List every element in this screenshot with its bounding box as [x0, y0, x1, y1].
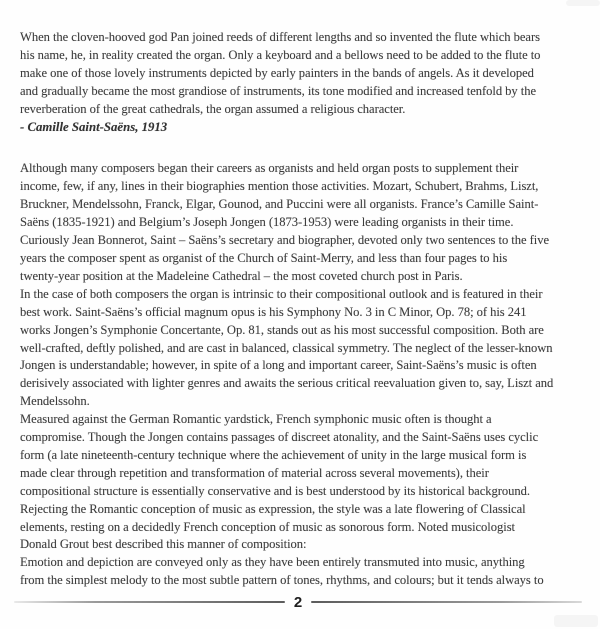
footer-rule-right	[311, 601, 582, 603]
body-text-line: years the composer spent as organist of the Church of Saint-Merry, and less than four pages to his	[20, 250, 508, 265]
body-text-line: works Jongen’s Symphonie Concertante, Op. 81, stands out as his most successful composition. Both are	[20, 322, 544, 337]
page-number: 2	[293, 593, 303, 611]
body-text-line: best work. Saint-Saëns’s official magnum opus is his Symphony No. 3 in C Minor, Op. 78; of his 241	[20, 304, 527, 319]
epigraph-line: his name, he, in reality created the organ. Only a keyboard and a bellows need to be added to the flute to	[20, 47, 541, 62]
body-text-line: Measured against the German Romantic yardstick, French symphonic music often is thought a	[20, 412, 492, 427]
body-text-line: Saëns (1835-1921) and Belgium’s Joseph Jongen (1873-1953) were leading organists in their time.	[20, 215, 514, 230]
body-text-line: well-crafted, deftly polished, and are cast in balanced, classical symmetry. The neglect of the lesser-known	[20, 340, 553, 355]
body-text-line: Mendelssohn.	[20, 394, 90, 409]
epigraph-line: and gradually became the most grandiose of instruments, its tone modified and increased tenfold by the	[20, 83, 536, 98]
epigraph-line: When the cloven-hooved god Pan joined reeds of different lengths and so invented the flute which bears	[20, 30, 540, 44]
scan-artifact-top	[566, 0, 600, 6]
scan-artifact-bottom	[554, 615, 598, 627]
body-text-line: In the case of both composers the organ is intrinsic to their compositional outlook and is featured in their	[20, 286, 543, 301]
body-text-line: made clear through repetition and transformation of material across several movements), their	[20, 465, 489, 480]
body-text-line: Bruckner, Mendelssohn, Franck, Elgar, Gounod, and Puccini were all organists. France’s Camille Saint-	[20, 197, 539, 212]
body-text-line: compromise. Though the Jongen contains passages of discreet atonality, and the Saint-Saëns uses cyclic	[20, 430, 539, 445]
body-text-line: twenty-year position at the Madeleine Cathedral – the most coveted church post in Paris.	[20, 268, 463, 283]
epigraph-line: make one of those lovely instruments depicted by early painters in the bands of angels. As it developed	[20, 65, 534, 80]
page-footer	[0, 592, 600, 612]
body-text-line: Jongen is understandable; however, in spite of a long and important career, Saint-Saëns’s music is often	[20, 358, 537, 373]
body-text-line: Donald Grout best described this manner of composition:	[20, 537, 307, 552]
liner-notes-paragraphs	[20, 160, 586, 590]
epigraph-attribution: - Camille Saint-Saëns, 1913	[20, 119, 168, 134]
body-text-line: Emotion and depiction are conveyed only as they have been entirely transmuted into music, anything	[20, 555, 525, 570]
body-text-line: from the simplest melody to the most subtle pattern of tones, rhythms, and colours; but it tends always to	[20, 573, 544, 588]
body-text-line: compositional structure is essentially conservative and is best understood by its historical background.	[20, 483, 530, 498]
body-text-line: Although many composers began their careers as organists and held organ posts to supplement their	[20, 161, 519, 176]
body-text-line: Rejecting the Romantic conception of music as expression, the style was a late flowering of Classical	[20, 501, 526, 516]
body-text-line: elements, resting on a decidedly French conception of music as sonorous form. Noted musicologist	[20, 519, 515, 534]
body-text-line: Curiously Jean Bonnerot, Saint – Saëns’s secretary and biographer, devoted only two sentences to the five	[20, 233, 550, 248]
epigraph-paragraph	[20, 29, 586, 119]
epigraph-line: reverberation of the great cathedrals, the organ assumed a religious character.	[20, 101, 406, 116]
body-text-line: derisively associated with lighter genres and awaits the serious critical reevaluation given to, say, Liszt and	[20, 376, 554, 391]
body-text-line: form (a late nineteenth-century technique where the achievement of unity in the large musical form is	[20, 447, 527, 462]
page-content	[20, 29, 586, 590]
footer-rule-left	[14, 601, 285, 603]
body-text-line: income, few, if any, lines in their biographies mention those activities. Mozart, Schubert, Brahms, Liszt,	[20, 179, 539, 194]
